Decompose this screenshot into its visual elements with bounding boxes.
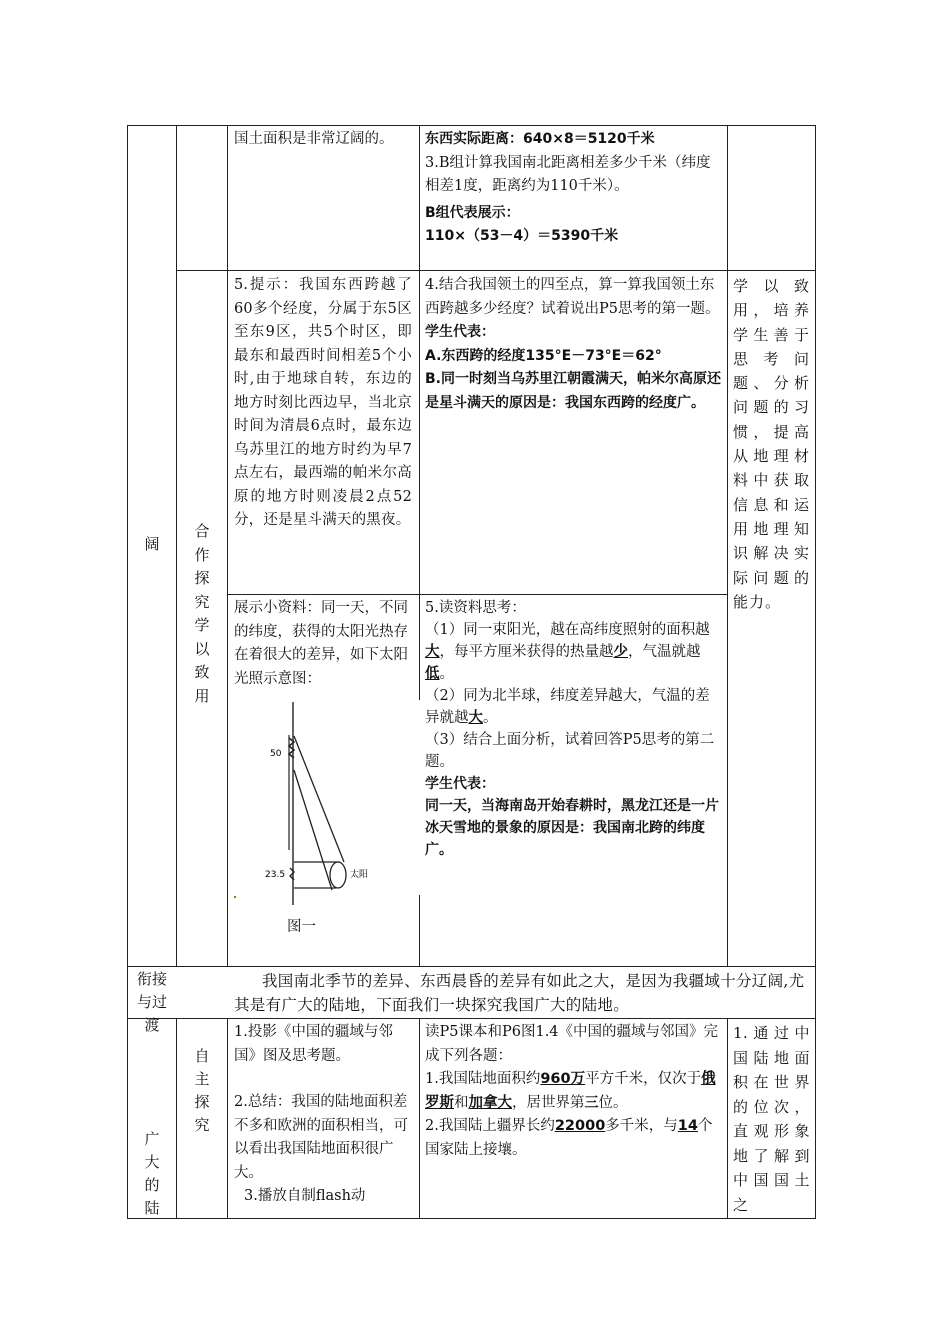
row5-intent-text: 1.通过中国陆地面积在世界的位次，直观形象地了解到中国国土之 bbox=[733, 1024, 810, 1214]
transition-label: 衔接与过渡 bbox=[136, 970, 167, 1034]
row3-material-text: 展示小资料：同一天，不同的纬度，获得的太阳光热存在着很大的差异，如下太阳光照示意图： bbox=[234, 600, 408, 687]
table-border-top bbox=[127, 125, 816, 126]
row2-answer-a: A.东西跨的经度135°E－73°E＝62° bbox=[425, 347, 662, 364]
col-separator-4b bbox=[727, 1018, 728, 1219]
col-separator-3c bbox=[419, 1018, 420, 1219]
diagram-sunray-upper bbox=[294, 736, 344, 862]
table-border-right bbox=[815, 125, 816, 1219]
row-separator-1 bbox=[176, 270, 815, 271]
row3-rep-label: 学生代表： bbox=[425, 776, 495, 792]
row1-distance-result: 东西实际距离：640×8＝5120千米 bbox=[425, 131, 655, 147]
sunlight-diagram bbox=[228, 700, 418, 905]
row5-rank-three: 三 bbox=[584, 1094, 599, 1111]
col-separator-3b bbox=[419, 895, 420, 967]
row3-student-cell bbox=[425, 597, 721, 861]
row3-item-2: （2）同为北半球，纬度差异越大，气温的差异就越大。 bbox=[425, 688, 710, 726]
col-separator-3a bbox=[419, 125, 420, 700]
activity-label-self-explore: 自主探究 bbox=[194, 1047, 210, 1134]
row1-group-b-label: B组代表展示： bbox=[425, 204, 520, 221]
col-separator-2b bbox=[227, 1018, 228, 1219]
row-separator-4 bbox=[127, 1018, 816, 1019]
table-border-bottom bbox=[127, 1218, 816, 1219]
table-border-left bbox=[127, 125, 128, 1219]
row5-item-3: 3.播放自制flash动 bbox=[244, 1188, 366, 1204]
row5-item-2: 2.总结：我国的陆地面积差不多和欧洲的面积相当，可以看出我国陆地面积很广大。 bbox=[234, 1094, 408, 1181]
row2-rep-label: 学生代表： bbox=[425, 324, 495, 340]
transition-text-cell bbox=[234, 969, 809, 1017]
row5-item-border: 2.我国陆上疆界长约22000多千米，与14个国家陆上接壤。 bbox=[425, 1118, 713, 1158]
diagram-sunray-lower bbox=[294, 770, 332, 890]
activity-label-cooperate: 合作探究 学以致用 bbox=[194, 522, 210, 705]
diagram-label-50: 50 bbox=[270, 749, 282, 759]
row2-intent-text: 学以致用，培养学生善于思考问题、分析问题的习惯，提高从地理材料中获取信息和运用地理知识解决实际问题的能力。 bbox=[733, 277, 810, 611]
row1-teacher-cell bbox=[234, 128, 412, 152]
col-separator-4 bbox=[727, 125, 728, 967]
row5-question: 读P5课本和P6图1.4《中国的疆域与邻国》完成下列各题： bbox=[425, 1024, 719, 1064]
row3-teacher-cell bbox=[234, 597, 414, 691]
row5-blank-canada: 加拿大 bbox=[468, 1094, 512, 1111]
col-separator-1b bbox=[176, 1018, 177, 1219]
section-label-vast-land: 广大的陆 bbox=[144, 1130, 160, 1217]
row5-intent-cell bbox=[733, 1021, 810, 1217]
row3-item-3: （3）结合上面分析，试着回答P5思考的第二题。 bbox=[425, 732, 715, 770]
row1-question-b: 3.B组计算我国南北距离相差多少千米（纬度相差1度，距离约为110千米）。 bbox=[425, 154, 711, 194]
row5-blank-22000: 22000 bbox=[554, 1118, 606, 1134]
figure-caption: 图一 bbox=[287, 919, 316, 935]
row2-student-cell bbox=[425, 274, 721, 415]
row5-item-1: 1.投影《中国的疆域与邻国》图及思考题。 bbox=[234, 1024, 393, 1064]
row2-intent-cell bbox=[733, 274, 810, 614]
transition-text: 我国南北季节的差异、东西晨昏的差异有如此之大，是因为我疆域十分辽阔,尤其是有广大的陆地，下面我们一块探究我国广大的陆地。 bbox=[234, 972, 805, 1014]
row3-question: 5.读资料思考： bbox=[425, 600, 526, 616]
row3-answer: 同一天，当海南岛开始春耕时，黑龙江还是一片冰天雪地的景象的原因是：我国南北跨的纬度广。 bbox=[425, 798, 719, 858]
row3-blank-less: 少 bbox=[613, 644, 628, 660]
row3-blank-large: 大 bbox=[425, 644, 440, 660]
diagram-label-23-5: 23.5 bbox=[265, 870, 286, 880]
row5-blank-russia: 俄罗斯 bbox=[425, 1071, 716, 1111]
col-separator-1 bbox=[176, 125, 177, 967]
row1-teacher-text: 国土面积是非常辽阔的。 bbox=[234, 131, 394, 147]
row5-student-cell bbox=[425, 1021, 721, 1162]
row5-blank-960: 960万 bbox=[540, 1071, 586, 1087]
row3-blank-large-2: 大 bbox=[468, 710, 483, 726]
row3-blank-low: 低 bbox=[425, 666, 440, 682]
row2-question: 4.结合我国领土的四至点，算一算我国领土东西跨越多少经度？试着说出P5思考的第一题。 bbox=[425, 277, 720, 317]
row2-answer-b: B.同一时刻当乌苏里江朝霞满天，帕米尔高原还是星斗满天的原因是：我国东西跨的经度广。 bbox=[425, 371, 721, 411]
row-separator-3 bbox=[127, 966, 816, 967]
row-separator-2a bbox=[227, 594, 419, 595]
section-label-kuo: 阔 bbox=[144, 535, 160, 553]
row2-teacher-cell bbox=[234, 274, 412, 533]
row3-item-1: （1）同一束阳光，越在高纬度照射的面积越大，每平方厘米获得的热量越少，气温就越低。 bbox=[425, 622, 710, 682]
row5-teacher-cell bbox=[234, 1021, 412, 1209]
diagram-label-sun: 太阳 bbox=[350, 870, 369, 880]
diagram-dot bbox=[234, 896, 236, 898]
row1-group-b-result: 110×（53－4）＝5390千米 bbox=[425, 228, 619, 244]
row1-student-cell bbox=[425, 128, 721, 249]
row-separator-2b bbox=[419, 594, 727, 595]
row2-hint-text: 5.提示：我国东西跨越了60多个经度，分属于东5区至东9区，共5个时区，即最东和最西时间相差5个小时,由于地球自转，东边的地方时刻比西边早，当北京时间为清晨6点时，最东边乌苏里江的地方时约为早7点左右，最西端的帕米尔高原的地方时则凌晨2点52分，还是星斗满天的黑夜。 bbox=[234, 277, 412, 528]
row5-blank-14: 14 bbox=[677, 1118, 698, 1134]
diagram-sun-beam-end bbox=[330, 862, 346, 888]
row5-item-area: 1.我国陆地面积约960万平方千米，仅次于俄罗斯和加拿大，居世界第三位。 bbox=[425, 1071, 716, 1111]
